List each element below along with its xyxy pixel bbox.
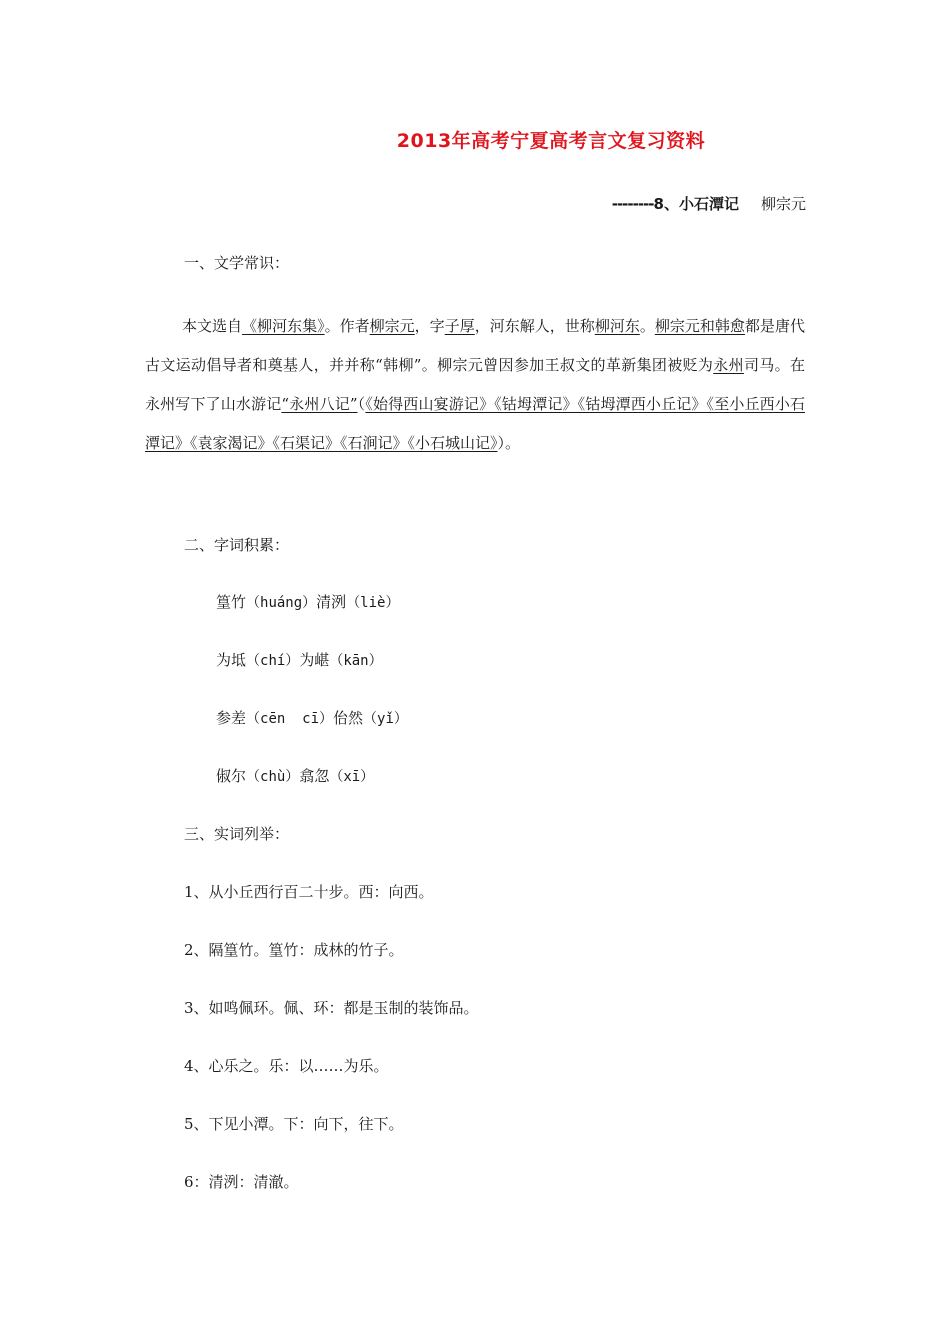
list-item: 1、从小丘西行百二十步。西：向西。 [184, 883, 434, 901]
list-item: 6：清洌：清澈。 [184, 1173, 299, 1191]
vocab-pinyin: （chí） [246, 653, 300, 669]
vocab-word: 为坻 [216, 651, 247, 669]
subtitle-dash: -------- [611, 195, 654, 213]
text-span: 本文选自 [182, 317, 243, 335]
works-list: 《始得西山宴游记》《钴坶潭记》《钴坶潭西小丘记》《至小丘西小石潭记》《袁家渴记》《石渠记》《石涧记》《小石城山记》 [145, 395, 805, 452]
vocab-pinyin: （chù） [246, 769, 300, 785]
vocab-word: 为嵁 [299, 651, 330, 669]
liu-and-han: 柳宗元和韩愈 [654, 317, 745, 335]
list-item: 3、如鸣佩环。佩、环：都是玉制的装饰品。 [184, 999, 479, 1017]
vocab-word: 清洌 [316, 593, 347, 611]
vocab-pinyin: （yǐ） [363, 711, 408, 727]
vocab-pinyin: （huáng） [246, 595, 317, 611]
vocab-word: 参差 [216, 709, 247, 727]
lesson-name: 8、小石潭记 [653, 195, 739, 213]
series-name: “永州八记” [281, 395, 358, 413]
vocab-item [216, 649, 383, 670]
literary-knowledge-paragraph [145, 307, 805, 463]
vocab-word: 篁竹 [216, 593, 247, 611]
document-title: 2013年高考宁夏高考言文复习资料 [396, 130, 706, 152]
honorific-name: 柳河东 [594, 317, 640, 335]
list-item: 2、隔篁竹。篁竹：成林的竹子。 [184, 941, 404, 959]
book-title: 《柳河东集》 [242, 317, 325, 335]
vocab-item [216, 707, 408, 728]
vocab-pinyin: （kān） [329, 653, 383, 669]
vocab-item [216, 765, 374, 786]
text-span: ，河东解人，世称 [474, 317, 595, 335]
lesson-author: 柳宗元 [760, 195, 806, 213]
text-span: 司马。在永州写下了山水游记 [145, 356, 805, 413]
section1-heading: 一、文学常识： [184, 254, 290, 272]
lesson-subtitle [612, 193, 806, 214]
vocab-item [216, 591, 399, 612]
vocab-word: 翕忽 [299, 767, 330, 785]
text-span: 。作者 [324, 317, 370, 335]
text-span: 。 [639, 317, 655, 335]
courtesy-name: 子厚 [444, 317, 475, 335]
place-name: 永州 [713, 356, 744, 374]
vocab-pinyin: （liè） [346, 595, 400, 611]
vocab-word: 俶尔 [216, 767, 247, 785]
text-span: ，字 [414, 317, 445, 335]
text-span: 都是唐代古文运动倡导者和奠基人，并并称“韩柳”。柳宗元曾因参加王叔文的革新集团被贬为 [145, 317, 805, 374]
author-name: 柳宗元 [369, 317, 415, 335]
text-span: （ [357, 395, 366, 413]
vocab-word: 佁然 [333, 709, 364, 727]
list-item: 5、下见小潭。下：向下，往下。 [184, 1115, 404, 1133]
section2-heading: 二、字词积累： [184, 536, 290, 554]
section3-heading: 三、实词列举： [184, 825, 290, 843]
text-span: ）。 [497, 434, 521, 452]
list-item: 4、心乐之。乐：以……为乐。 [184, 1057, 389, 1075]
vocab-pinyin: （cēn cī） [246, 711, 334, 727]
vocab-pinyin: （xī） [329, 769, 375, 785]
